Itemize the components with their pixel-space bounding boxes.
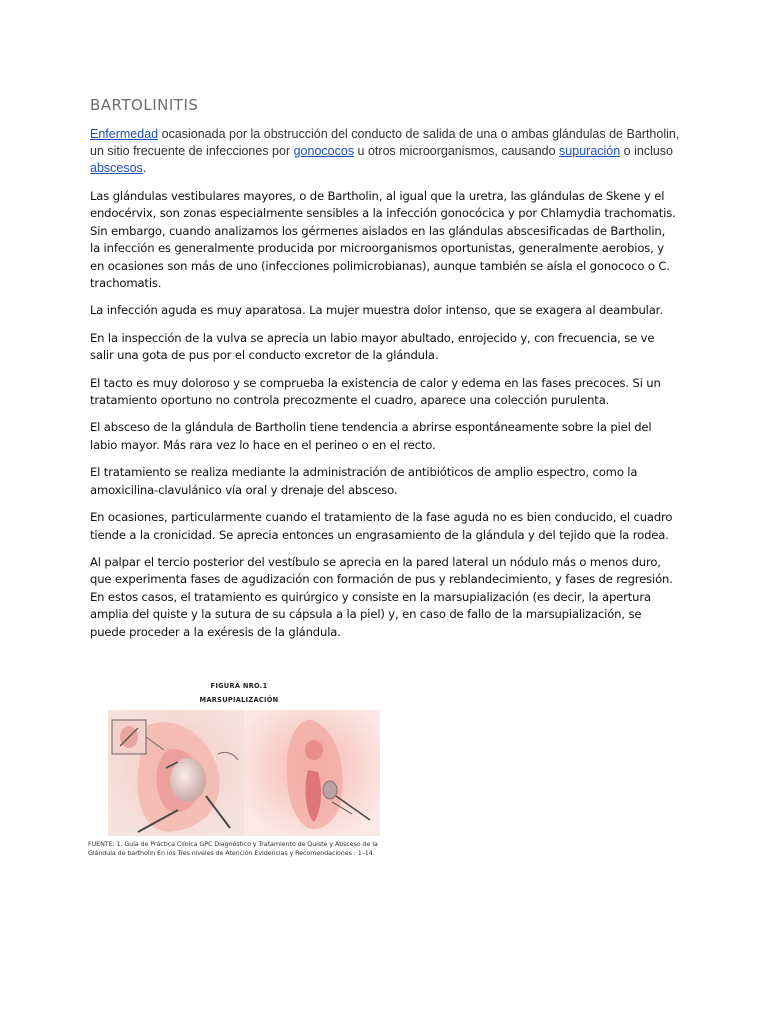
gonococos-link[interactable]: gonococos [293, 144, 355, 158]
paragraph-inspeccion: En la inspección de la vulva se aprecia un labio mayor abultado, enrojecido y, con frecuencia, se ve salir una gota de pus por el conducto excretor de la glándula. [90, 330, 655, 363]
figure [88, 682, 390, 872]
abscesos-link[interactable]: abscesos [90, 161, 143, 175]
body-text [90, 188, 678, 651]
intro-text-4: . [142, 161, 147, 175]
paragraph-marsupializacion: Al palpar el tercio posterior del vestíbulo se aprecia en la pared lateral un nódulo más o menos duro, que experimenta fases de agudización con formación de pus y reblandecimiento, y fases de regresión. En estos casos, el tratamiento es quirúrgico y consiste en la marsupialización (es decir, la apertura amplia del quiste y la sutura de su cápsula a la piel) y, en caso de fallo de la marsupialización, se puede proceder a la exéresis de la glándula. [90, 554, 673, 639]
paragraph-cronicidad: En ocasiones, particularmente cuando el tratamiento de la fase aguda no es bien conducido, el cuadro tiende a la cronicidad. Se aprecia entonces un engrasamiento de la glándula y del tejido que la rodea. [90, 510, 673, 542]
marsupialization-illustration [108, 710, 380, 836]
intro-text-3: o incluso [620, 144, 674, 158]
page-title: BARTOLINITIS [90, 96, 199, 114]
intro-paragraph [90, 126, 690, 177]
paragraph-absceso: El absceso de la glándula de Bartholin tiene tendencia a abrirse espontáneamente sobre la piel del labio mayor. Más rara vez lo hace en el perineo o en el recto. [90, 420, 652, 452]
paragraph-tacto: El tacto es muy doloroso y se comprueba la existencia de calor y edema en las fases precoces. Si un tratamiento oportuno no controla precozmente el cuadro, aparece una colección purulenta. [90, 375, 661, 408]
paragraph-tratamiento: El tratamiento se realiza mediante la administración de antibióticos de amplio espectro, como la amoxicilina-clavulánico vía oral y drenaje del absceso. [90, 465, 638, 497]
intro-text-2: u otros microorganismos, causando [354, 144, 560, 158]
paragraph-infeccion-aguda: La infección aguda es muy aparatosa. La mujer muestra dolor intenso, que se exagera al deambular. [90, 303, 663, 318]
figure-title: MARSUPIALIZACIÓN [199, 696, 279, 704]
figure-label: FIGURA NRO.1 [210, 682, 268, 690]
intro-text-1: ocasionada por la obstrucción del conducto de salida de una o ambas glándulas de Bartholin, un sitio frecuente de infecciones por [90, 127, 680, 158]
figure-caption: FUENTE: 1. Guía de Práctica Clínica GPC Diagnóstico y Tratamiento de Quiste y Absceso de la Glándula de bartholin En los Tres niveles de Atención Evidencias y Recomendaciones : 1–14. [88, 840, 378, 857]
paragraph-glandulas: Las glándulas vestibulares mayores, o de Bartholin, al igual que la uretra, las glándulas de Skene y el endocérvix, son zonas especialmente sensibles a la infección gonocócica y por Chlamydia trachomatis. Sin embargo, cuando analizamos los gérmenes aislados en las glándulas abscesificadas de Bartholin, la infección es generalmente producida por microorganismos oportunistas, generalmente aerobios, y en ocasiones son más de uno (infecciones polimicrobianas), aunque también se aísla el gonococo o C. trachomatis. [90, 189, 676, 291]
enfermedad-link[interactable]: Enfermedad [90, 127, 159, 141]
supuracion-link[interactable]: supuración [559, 144, 621, 158]
